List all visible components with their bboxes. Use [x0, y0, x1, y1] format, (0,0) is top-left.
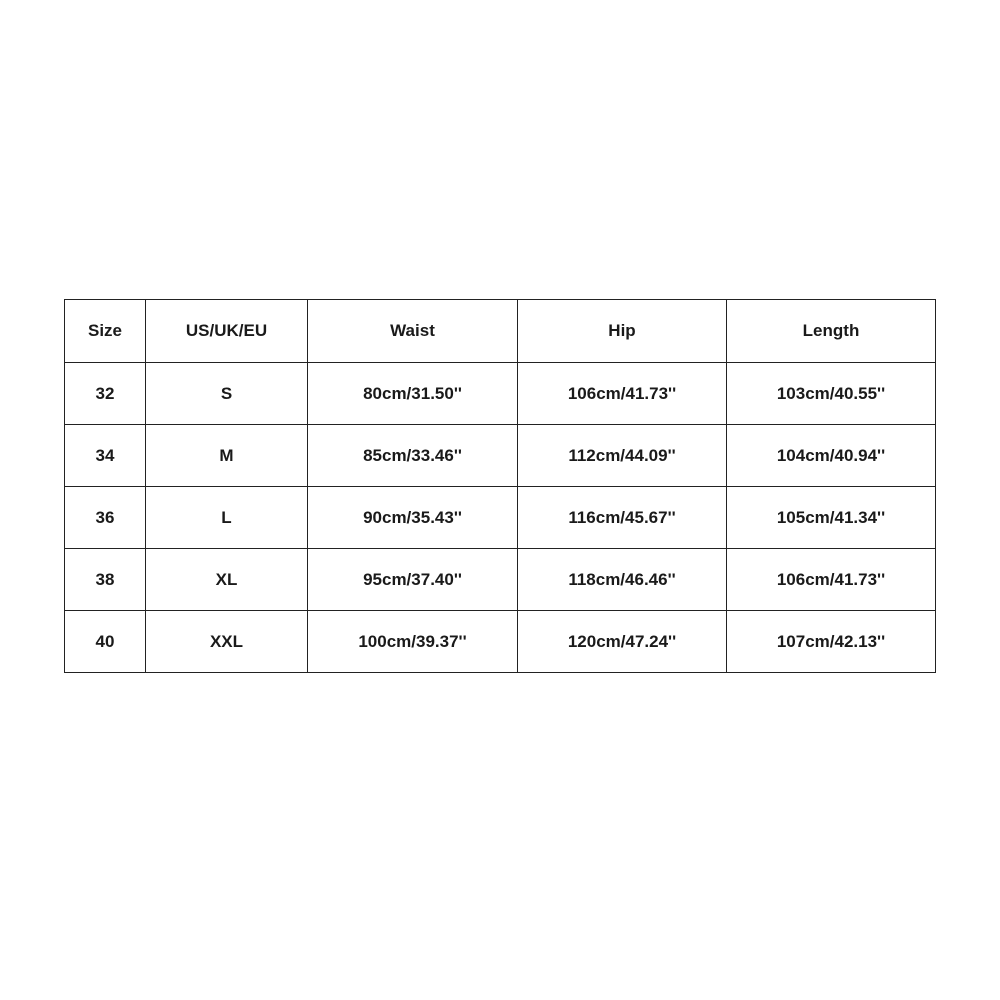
cell-size: 40 — [65, 611, 146, 673]
cell-size: 38 — [65, 549, 146, 611]
cell-us-uk-eu: XL — [146, 549, 308, 611]
cell-hip: 106cm/41.73'' — [518, 363, 727, 425]
cell-waist: 85cm/33.46'' — [308, 425, 518, 487]
cell-us-uk-eu: M — [146, 425, 308, 487]
cell-hip: 112cm/44.09'' — [518, 425, 727, 487]
cell-hip: 116cm/45.67'' — [518, 487, 727, 549]
cell-us-uk-eu: S — [146, 363, 308, 425]
cell-length: 103cm/40.55'' — [727, 363, 936, 425]
header-hip: Hip — [518, 300, 727, 363]
cell-waist: 95cm/37.40'' — [308, 549, 518, 611]
cell-waist: 100cm/39.37'' — [308, 611, 518, 673]
cell-length: 106cm/41.73'' — [727, 549, 936, 611]
cell-us-uk-eu: XXL — [146, 611, 308, 673]
table-row — [65, 363, 936, 425]
table-header-row — [65, 300, 936, 363]
header-waist: Waist — [308, 300, 518, 363]
cell-waist: 80cm/31.50'' — [308, 363, 518, 425]
cell-length: 104cm/40.94'' — [727, 425, 936, 487]
cell-waist: 90cm/35.43'' — [308, 487, 518, 549]
cell-size: 32 — [65, 363, 146, 425]
cell-size: 36 — [65, 487, 146, 549]
cell-hip: 118cm/46.46'' — [518, 549, 727, 611]
table-row — [65, 549, 936, 611]
header-length: Length — [727, 300, 936, 363]
cell-length: 107cm/42.13'' — [727, 611, 936, 673]
header-us-uk-eu: US/UK/EU — [146, 300, 308, 363]
header-size: Size — [65, 300, 146, 363]
cell-length: 105cm/41.34'' — [727, 487, 936, 549]
table-row — [65, 611, 936, 673]
cell-size: 34 — [65, 425, 146, 487]
table-row — [65, 425, 936, 487]
size-chart-table — [64, 299, 936, 673]
table-row — [65, 487, 936, 549]
cell-us-uk-eu: L — [146, 487, 308, 549]
cell-hip: 120cm/47.24'' — [518, 611, 727, 673]
